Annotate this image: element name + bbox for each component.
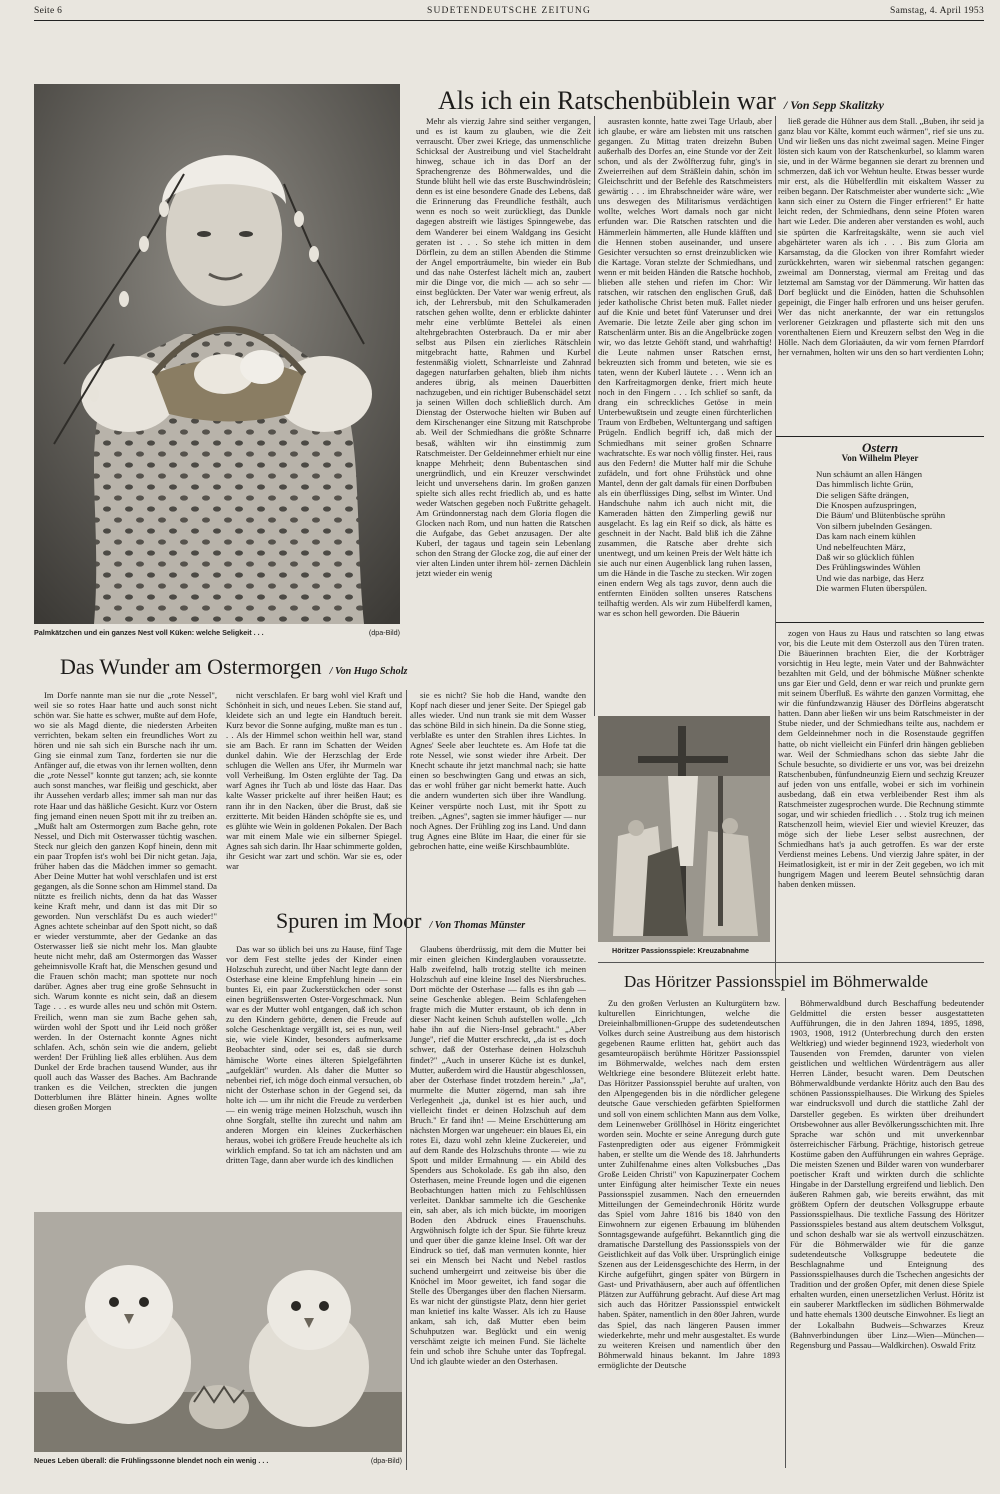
- photo-chicks: [34, 1212, 402, 1452]
- photo-passion-play: [598, 716, 770, 942]
- poem-line: Die Bäum' und Blütenbüsche sprühn: [816, 510, 946, 521]
- column-rule: [785, 998, 786, 1468]
- poem-author: Von Wilhelm Pleyer: [841, 453, 919, 464]
- wunder-column-3: [410, 690, 586, 885]
- passion-photo-image: [598, 716, 770, 942]
- newspaper-name: SUDETENDEUTSCHE ZEITUNG: [426, 6, 591, 16]
- article-text: ließ gerade die Hühner aus dem Stall. „Buben, ihr seid ja ganz blau vor Kälte, kommt euch wärmen", rief sie uns zu. Und wir ließen uns das nicht zweimal sagen. Meine Finger lösten sich kaum von der Ratschenkurbel, so klamm waren sie, und in der Wärme begannen sie derart zu brennen und schmerzen, daß ich vor Wehtun heulte. Etwas besser wurde mir erst, als die Hübelferdlin mit eiskaltem Wasser zu reiben begann. Der Ratschmeister aber wunderte sich: „Wie kann sich einer zu Ostern die Finger erfrieren!" Er hatte leicht reden, der Schmiedhans, denn seine Pfoten waren hart wie Leder. Die anderen aber verstanden es wohl, auch sie spürten die Karfreitagskälte, wenn sie auch viel abgehärteter waren als ich . . . Bis zum Gloria am Karsamstag, da die Glocken von ihrer Romfahrt wieder zurückkehrten, waren wir siebenmal ratschen gegangen: zweimal am Donnerstag, viermal am Freitag und das letztemal am Samstag vor der Dämmerung. Wir hatten das Dorf beglückt und die Einöden, hatten die Schuhsohlen gepeinigt, die Finger halb erfroren und uns heiser gerufen. Wer das nicht anerkannte, der war ein rettungslos verlorener Geizkragen und pflasterte sich mit den uns vorenthaltenen Eiern und Kreuzern selbst den Weg in die Hölle. Nach dem Gloriaäuten, da wir vom fernen Pfarrdorf her vernahmen, holten wir uns den so hart verdienten Lohn;: [778, 116, 984, 358]
- moor-column-2: [410, 944, 586, 1464]
- poem-title: Ostern: [861, 440, 899, 455]
- article-text: Mehr als vierzig Jahre sind seither vergangen, und es ist kaum zu glauben, wie die Zeit verrauscht. Über zwei Kriege, das unmenschliche Schicksal der Austreibung und viel Stacheldraht hinweg, schaue ich in das Dorf an der Sprachengrenze des Böhmerwaldes, und die Stunde blüht hell wie das erste Buschwindröslein; denn es ist eine besondere Gnade des Lebens, daß die Erinnerung das Freundliche festhält, auch wenn es noch so weit zurückliegt, das Dunkle dagegen abstreift wie lästiges Spinngewebe, das dem Wanderer bei einem Waldgang ins Gesicht geraten ist . . . So stehe ich mitten in dem Dörflein, zu dem an stillen Abenden die Stimme der Angel emporträumelte, bin wieder ein Bub und das nahe Osterfest lächelt mich an, zaubert mir die Dinge vor, die mich — ach so sehr — einst beglückten. Der Vater war wenig erfreut, als ich, der Lehrersbub, mit den Schulkameraden ratschen gehen wollte, denn er erblickte dahinter mehr eine verblümte Bettelei als einen altehrgebrachten Osterbrauch. Da er mir aber selbst aus Pilsen ein zierliches Rätschlein mitgebracht hatte, Rahmen und Kurbel festenmäßig violett, Schnarrleiste und Zahnrad dagegen naturfarben gehalten, blieb ihm nichts anderes übrig, als meinen Dauerbitten nachzugeben, und ein richtiger Bubenschädel setzt ja seinen Willen doch schließlich durch. Am Dienstag der Osterwoche hielten wir Buben auf dem Kirschenanger eine Sitzung mit Ratschprobe ab. Weil der Schmiedhans die größte Schnarre besaß, wählten wir ihn einstimmig zum Ratschmeister. Der Geldeinnehmer erhielt nur eine knappe Mehrheit; denn Bubentaschen sind unergründlich, und ein Kreuzer verschwindet leicht und unversehens darin. Im großen ganzen spielte sich alles recht friedlich ab, und es hatte weder Watschen gegeben noch Fußtritte gehagelt. Am Gründonnerstag nach dem Gloria flogen die Glocken nach Rom, und nun hatten die Ratschen die Aufgabe, das Gebet anzusagen. Der alte Kuberl, der tagaus und tagein sein Lebenlang schon den Strang der Glocke zog, die auf einer der vier alten Linden unter ihrem höl- zernen Dächlein jetzt wieder ein wenig: [416, 116, 591, 579]
- wunder-column-2: [226, 690, 402, 885]
- article-text: nicht verschlafen. Er barg wohl viel Kraft und Schönheit in sich, und neues Leben. Sie stand auf, kleidete sich an und legte ein Handtuch bereit. Kurz bevor die Sonne aufging, mußte man es tun . . . Als der Himmel schon weithin hell war, stand sie am Bach. Er rann im Schatten der Weiden dunkel dahin. Wie der Herzschlag der Erde schlugen die Wellen ans Ufer, ihr Murmeln war voll Verheißung. Im Osten erglühte der Tag. Da warf Agnes ihr Tuch ab und löste das Haar. Das kalte Wasser prickelte auf ihrer heißen Haut; es rann ihr in den Nacken, über die Brust, daß sie erzitterte. Mit beiden Händen schöpfte sie es, und es glühte wie Wein in goldenen Pokalen. Der Bach war mit einem Male wie ein silberner Spiegel. Agnes sah sich darin. Ihr Haar schimmerte golden, ihr Gesicht war zart und schön. War sie es, oder war: [226, 690, 402, 871]
- poem-line: Des Frühlingswindes Wühlen: [816, 562, 921, 573]
- article-text: Glaubens überdrüssig, mit dem die Mutter bei mir einen gleichen Kinderglauben voraussetzte. Halb zweifelnd, halb trotzig stellte ich meinen Holzschuh auf eine kleine Insel des Niersbruches. Dort möchte der Osterhase — falls es ihn gab — seine Geschenke ablegen. Beim Schlafengehen fragte mich die Mutter erstaunt, ob ich denn in dieser Nacht keinen Schuh aufstellen wolle. „Ich habe ihn auf die Niers-Insel gebracht." „Aber Junge", rief die Mutter erschreckt, „da ist es doch schwer, daß der Osterhase deinen Holzschuh findet?" „Auch in unserer Küche ist es dunkel, Mutter, außerdem wird die Haustür abgeschlossen, aber der Osterhase findet trotzdem herein." „Ja", murmelte die Mutter zögernd, man sah ihre Verlegenheit „ja, dunkel ist es hier auch, und vielleicht findet er deinen Holzschuh auf dem Bruch." Er fand ihn! — Meine Erschütterung am nächsten Morgen war ungeheuer: ein blaues Ei, ein rotes Ei, dazu wohl zehn kleine Zuckereier, und auf dem Rande des Holzschuhs thronte — wie zu Spott und milder Ermahnung — ein Abild des Spenders aus Schokolade. Es gab ihn also, den Osterhasen, meine Freunde logen und die eigenen Beobachtungen hatten mich zu Fehlschlüssen verleitet. Dankbar sammelte ich die Geschenke ein, sah aber, als ich mich bückte, im moorigen Boden den Abdruck eines Frauenschuhs. Argwöhnisch folgte ich der Spur. Sie führte kreuz und quer über die ganze kleine Insel. Oft war der Eindruck so tief, daß man vermuten konnte, hier sei ein Mensch bei Nacht und Nebel rastlos suchend umhergeirrt und zeitweise bis über die Knöchel im Moor geweitet, ich fand sogar die Stelle des Überganges über den flachen Niersarm. Es war nicht der günstigste Platz, denn hier geriet man knietief ins kalte Wasser. Als ich zu Hause ankam, sah ich, daß Mutter eben beim Schuhputzen war. Beglückt und ein wenig verschämt zeigte ich meinen Fund. Sie lächelte fein und schob ihre Schuhe unter das Topfregal. Und ich glaubte wieder an den Osterhasen.: [410, 944, 586, 1366]
- headline-text: Als ich ein Ratschenbüblein war: [438, 86, 776, 115]
- page-header: [34, 4, 984, 21]
- poem-line: Das kam nach einem kühlen: [816, 531, 916, 542]
- article-text: sie es nicht? Sie hob die Hand, wandte den Kopf nach dieser und jener Seite. Der Spiegel gab alles wieder. Und nun trank sie mit dem Wasser das schöne Bild in sich hinein. Da die Sonne stieg, verblaßte es unter den Strahlen ihres Lichtes. In Agnes' Seele aber leuchtete es. Am Hofe tat die rote Nessel, wie sonst wieder ihre Arbeit. Der Knecht schaute ihr jetzt manchmal nach; sie hatte einen so beschwingten Gang und etwas an sich, das er wohl früher gar nicht bemerkt hatte. Auch die andern wunderten sich über ihre Wandlung. Keiner verspürte noch Lust, mit ihr Spott zu treiben. „Agnes", sagten sie immer häufiger — nur noch Agnes. Der Frühling zog ins Land. Und dann trug Agnes eine Blüte im Haar, die einer für sie gebrochen hatte, eine weiße Kirschbaumblüte.: [410, 690, 586, 851]
- column-rule: [775, 116, 776, 982]
- byline: / Von Hugo Scholz: [329, 666, 408, 677]
- photo-credit: (dpa-Bild): [370, 1456, 402, 1465]
- headline-ratschen: [438, 86, 884, 116]
- poem-line: Die seligen Säfte drängen,: [816, 489, 909, 500]
- chicks-photo-image: [34, 1212, 402, 1452]
- article-text: ausrasten konnte, hatte zwei Tage Urlaub, aber ich glaube, er wäre am liebsten mit uns ratschen gegangen. Zu Mittag traten dreizehn Buben außerhalb des Dorfes an, eine Stunde vor der Zeit schon, und als der Zwölfterzug fuhr, ging's in Zweierreihen auf dem Sträßlein dahin, schön im Gleichschritt und der Befehle des Ratschmeisters gewärtig . . . im Ehrabschneider wäre wäre, wer uns deswegen des Militarismus verdächtigen wollte, welches Wort damals noch gar nicht erfunden war. Die Ratschen ratschten und die Hämmerlein hämmerten, alle Hunde kläfften und die Hennen stoben auseinander, und unsere Gesichter versuchten so ernst dreinzublicken wie die Kartage. Voran stelzte der Schmiedhans, und wenn er mit beiden Händen die Ratsche hochhob, blieben alle stehen und riefen im Chor: Wir ratschen, wir ratschen den englischen Gruß, daß jeder katholische Christ beten muß. Fallet nieder auf die Knie und betet fünf Vaterunser und drei Avemarie. Die letzte Zeile aber ging schon im Ratschenlärm unter. Bis an die Angelbrücke zogen wir, wo das letzte Gehöft stand, und wahrhaftig! die Leute nahmen unser Ratschen ernst, bekreuzten sich fromm und beteten, wie sie es taten, wenn der Kuberl läutete . . . Wenn ich an den Karfreitagmorgen denke, friert mich heute noch in den Fingern . . . Ich schlief so sanft, da drang ein schreckliches Getöse in mein Unterbewußtsein und zeugte einen fürchterlichen Traum von Erdbeben, Weltuntergang und saftigen Prügeln. Endlich begriff ich, daß mich der Schmiedhans mit seiner großen Schnarre wachratschte. Es war noch völlig finster. Hei, raus aus den Federn! die Mutter half mir die Schuhe zufädeln, und fort ohne Frühstück und ohne Mantel, denn der galt damals für einen Dorfbuben als ein überflüssiges Ding, selbst im Winter. Und Handschuhe nahm ich auch nicht mit, die Kameraden hätten den Zimperling gewiß nur ausgelacht. Es lag ein Reif so dick, als hätte es geschneit in der Nacht. Bald bliß ich die Zähne zusammen, die Ratsche aber drehte sich unentwegt, und um keinen Preis der Welt hätte ich sie auch nur einen Augenblick lang ruhen lassen, um die Hände in die Tasche zu stecken. Wir zogen einen endern Weg als tags zuvor, denn auch die entfernten Einöden sollten unseres Ratschens teilhaftig werden. Als wir zum Hübelferdl kamen, war es schon hell geworden. Die Bäuerin: [598, 116, 772, 619]
- poem-line: Das himmlisch lichte Grün,: [816, 479, 914, 490]
- column-rule: [594, 116, 595, 716]
- section-divider: [598, 962, 984, 963]
- caption-text: Palmkätzchen und ein ganzes Nest voll Küken: welche Seligkeit . . .: [34, 628, 264, 637]
- article-text: Das war so üblich bei uns zu Hause, fünf Tage vor dem Fest stellte jedes der Kinder einen Holzschuh zurecht, und über Nacht legte dann der Osterhase eine kleine Empfehlung hinein — ein buntes Ei, ein paar Zuckerstückchen oder sonst einen begrüßenswerten Oster-Vorgeschmack. Nun war es der Mutter wohl entgangen, daß ich schon zu den Kindern gehörte, denen die Freude auf solche Geschenktage vergällt ist, sei es nun, weil sie, wie viele Kinder, besonders aufmerksame Beobachter sind, oder sei es, daß sie durch hämische Worte eines älteren Spielgefährten „aufgeklärt" wurden. Als daher die Mutter so nebenbei rief, ich möge doch einmal versuchen, ob nicht der Osterhase schon in der Gegend sei, da holte ich — um ihr nicht die Freude zu verderben — ein wenig träge meinen Holzschuh, wusch ihn ohne Sorgfalt, stellte ihn zurecht und nahm am anderen Morgen ein kleines Zuckerhäschen heraus, wobei ich größere Freude heuchelte als ich wirklich empfand. So tat ich am nächsten und am dritten Tage, dann aber wurde ich des kindlichen: [226, 944, 402, 1165]
- article-text: Böhmerwaldbund durch Beschaffung bedeutender Geldmittel die ersten besser ausgestatteten Aufführungen, die in den Jahren 1894, 1895, 1898, 1903, 1908, 1912 (Unterbrechung durch den ersten Weltkrieg) und wieder beginnend 1923, wiederholt von Tausenden von Fremden, darunter von vielen geistlichen und weltlichen Würdenträgern aus aller Herren Länder, besucht waren. Dem Deutschen Böhmerwaldbunde verdankte Höritz auch den Bau des schönen Passionsspielhauses. Die Wirkung des Spieles war eindrucksvoll und durch die stattliche Zahl der Darsteller gegeben. Es wirkten über dreihundert Ortsbewohner aus aller Bevölkerungsschichten mit. Ihre Sprache war schön und mit unverkennbar österreichischer Färbung. Prächtige, historisch getreue Kostüme gaben den Aufführungen ein wahres Gepräge. Die meisten Szenen und Bilder waren von wunderbarer poetischer Kraft und wirkten durch die schlichte Hingabe in der Darstellung ergreifend und lieblich. Den äußeren Rahmen gab, wie bereits erwähnt, das mit größtem Opfern der deutschen Volksgruppe erbaute Passionsspielhaus. Die textliche Fassung des Höritzer Passionsspieles bestand aus altem deutschem Volksgut, und schon deshalb war sie als wertvoll einzuschätzen. Für die Böhmerwälder wie für die ganze sudetendeutsche Volksgruppe bedeutete die Beschlagnahme und Enteignung des Passionsspielhauses durch die Tschechen angesichts der Tradition und der großen Opfer, mit denen diese Spiele erhalten wurden, einen unersetzlichen Verlust. Höritz ist ein sauberer Marktflecken im südlichen Böhmerwalde und hatte ehemals 1300 deutsche Einwohner. Es liegt an der Lokalbahn Budweis—Schwarzes Kreuz (Bahnverbindungen über Linz—Wien—München—Regensburg und Passau—Waldkirchen). Oswald Fritz: [790, 998, 984, 1350]
- moor-column-1: [226, 944, 402, 1206]
- ratschen-column-2: [598, 116, 772, 718]
- headline-text: Das Wunder am Ostermorgen: [60, 654, 322, 679]
- poem-line: Von silbern jubelnden Gesängen.: [816, 520, 933, 531]
- caption-text: Höritzer Passionsspiele: Kreuzabnahme: [612, 946, 750, 955]
- poem-line: Die warmen Fluten überspülen.: [816, 583, 927, 594]
- poem-line: Und wie das narbige, das Herz: [816, 572, 924, 583]
- photo-chicks-caption: [34, 1456, 402, 1465]
- caption-text: Neues Leben überall: die Frühlingssonne blendet noch ein wenig . . .: [34, 1456, 269, 1465]
- photo-girl-caption: [34, 628, 400, 637]
- ratschen-column-3: [778, 116, 984, 428]
- passion-column-1: [598, 998, 780, 1476]
- byline: / Von Thomas Münster: [429, 920, 526, 931]
- poem-line: Nun schäumt an allen Hängen: [816, 468, 923, 479]
- headline-moor: [276, 908, 525, 934]
- poem-ostern: [776, 436, 984, 623]
- ratschen-column-1: [416, 116, 591, 641]
- issue-date: Samstag, 4. April 1953: [890, 6, 984, 16]
- headline-wunder: [60, 654, 407, 680]
- article-text: Zu den großen Verlusten an Kulturgütern bzw. kulturellen Einrichtungen, welche die Dreieinhalbmillionen-Gruppe des sudetendeutschen Volkes durch seine Austreibung aus dem historisch gegebenen Raume erlitten hat, gehört auch das gesamteuropäisch berühmte Höritzer Passionsspiel im Böhmerwalde, welches nach dem ersten Weltkriege eine besondere Blütezeit erlebt hatte. Das Höritzer Passionsspiel beruhte auf uralten, von den Alpengegenden bis in die nördlicher gelegene deutsche Gaue verschieden gefärbten Spielformen und soll von einem schlichten Mann aus dem Volke, dem Leinenweber Gröllhösel in Höritz eingerichtet worden sein. Mochte er seine Anregung durch gute Fastenpredigten oder aus eigener Frömmigkeit haben, er stellte um die Wende des 18. Jahrhunderts unter Zuhilfenahme eines alten Volksbuches „Das Große Leiden Christi" von Kapuzinerpater Cochem unter Einfügung alter heimischer Texte ein neues Passionsspiel zusammen. Nach den erneuernden Mitteilungen der Gemeindechronik Höritz wurde das Spiel vom Jahre 1816 bis 1840 von den Einwohnern zur eigenen Erbauung im blühenden Sonntagsgewande aufgeführt. Bekanntlich ging die dramatische Darstellung des Passionsspiels von der Geistlichkeit auf das Volk über. Ursprünglich einige Szenen aus der Leidensgeschichte des Herrn, in der Kirche aufgeführt, gingen später von Bürgern in Gast- und Privathäusern, aber auch auf öffentlichen Plätzen zur Aufführung gebracht. Auf diese Art mag sich auch das Höritzer Passionsspiel entwickelt haben. Später, namentlich in den 80er Jahren, wurde das Spiel, das nach längeren Pausen immer wiederkehrte, mehr und mehr ausgestaltet. Es wurde zu weiteren Kreisen und namentlich über den Böhmerwald hinaus bekannt. Im Jahre 1893 ermöglichte der Deutsche: [598, 998, 780, 1370]
- article-text: Im Dorfe nannte man sie nur die „rote Nessel", weil sie so rotes Haar hatte und auch sonst nicht schön war. Sie hatte es schwer, mußte auf dem Hofe, wo sie als Magd diente, die niedersten Arbeiten verrichten, bekam selten ein freundliches Wort zu hören und nie sah sich ein Bursche nach ihr um. Ging sie einmal zum Tanz, forderten sie nur die Anfänger auf, die etwas von ihr lernen wollten, denn die „rote Nessel" konnte gut tanzen; ach, sie konnte auch sonst manches, war fleißig und geschickt, aber ihr Aussehen verdarb alles; immer sah man nur das rote Haar und das häßliche Gesicht. Kurz vor Ostern fing jemand einen neuen Spott mit ihr zu treiben an. „Mußt halt am Ostermorgen zum Bache gehn, rote Nessel, und Dich mit Osterwasser tüchtig waschen. Steck nur gleich den ganzen Kopf hinein, denn mit ein paar Tropfen ist's wohl bei Dir nicht getan. Jaja, früher haben das die Mädchen immer so gemacht. Aber Deine Mutter hat wohl verschlafen und ist erst gegangen, als die Sonne schon am Himmel stand. Da nützte es freilich nichts, denn da hat das Wasser keine Kraft mehr, und dann ist das mit Dir so geworden. Nun verschläfst Du es auch wieder!" Agnes achtete scheinbar auf den Spott nicht, so daß er wieder verstummte, aber der Gedanke an das Osterwasser ließ sie nicht mehr los. Man glaubte heute nicht mehr, daß am Ostermorgen das Wasser geheimnisvolle Kraft hat, die Menschen gesund und die Frauen schön macht; man spottete nur noch darüber. Agnes aber trug eine große Sehnsucht in sich. Warum konnte es nicht sein, daß an diesem Tage . . . es wurde alles neu und schön mit Ostern. Freilich, wenn man sie zum Bache gehen sah, würden wohl der Spott und ihr Leid noch größer werden. In der Osternacht konnte Agnes nicht schlafen. Ach, schön sein wie die andern, geliebt werden! Der Frühling ließ alles erblühen. Aus dem Dunkel der Erde brachen tausend Wunder, aus ihr quoll auch das Wasser des Baches. Am Bachrande tranken es die Veilchen, streckten die jungen Dotterblumen ihre Blätter hinein. Agnes wollte diesen großen Morgen: [34, 690, 217, 1112]
- article-text: zogen von Haus zu Haus und ratschten so lang etwas vor, bis die Leute mit dem Osterzoll aus den Türen traten. Die Bäuerinnen brachten Eier, die der Korbträger vorsichtig in Heu legte, mein Vater und der Bahnwächter bezahlten mit Geld, und der böhmische Müßner schenkte uns gar Eier und Geld, denn er war reich und prunkte gern mit seinem Überfluß. Es währte den ganzen Vormittag, ehe wir die fünfundzwanzig Häuser des Dörfleins abgeratscht hatten. Dann aber ließen wir uns beim Ratschmeister in der Stube nieder, und der Schmiedhans teilte aus, nachdem er dem Geldeinnehmer noch in die Rosenstaude gegriffen hatte, ob nicht vielleicht ein Fünferl drin hängen geblieben war. Weil der Schmiedhans schon das siebte Jahr die Schule besuchte, so dividierte er uns vor, was bei dreizehn Ratschenbuben, fünfundneunzig Eiern und sechzig Kreuzer auf jeden von uns entfalle, wobei er sich im vorhinein ausbedang, daß ein etwa verbleibender Rest ihm als Ratschmeister zugesprochen wurde. Die Rechnung stimmte sogar, und wir schieden friedlich . . . Stolz trug ich meinen Ratschenzoll heim, wieviel Eier und wieviel Kreuzer, das möge sich der liebe Leser selbst ausrechnen, der Schmiedhans hat's ja auch getroffen. Es war der erste Verdienst meines Lebens. Und vierzig Jahre später, in der Heimatlosigkeit, ist er mir in der Zeit gegeben, wo ich mit hungrigem Magen und leerem Beutel sehnsüchtig daran haben denken müssen.: [778, 628, 984, 890]
- poem-line: Die Knospen aufzuspringen,: [816, 500, 917, 511]
- girl-photo-image: [34, 84, 400, 624]
- ratschen-column-4: [778, 628, 984, 990]
- page-number: Seite 6: [34, 6, 63, 16]
- headline-passion: [624, 972, 928, 992]
- wunder-column-1: [34, 690, 217, 1205]
- photo-girl-with-basket: [34, 84, 400, 624]
- poem-line: Und nebelfeuchten März,: [816, 541, 906, 552]
- column-rule: [406, 690, 407, 1470]
- photo-credit: (dpa-Bild): [368, 628, 400, 637]
- byline: / Von Sepp Skalitzky: [783, 98, 884, 112]
- passion-column-2: [790, 998, 984, 1476]
- photo-passion-caption: [612, 946, 772, 955]
- headline-text: Spuren im Moor: [276, 908, 422, 933]
- poem-line: Daß wir so glücklich fühlen: [816, 552, 915, 563]
- headline-text: Das Höritzer Passionsspiel im Böhmerwalde: [624, 972, 929, 991]
